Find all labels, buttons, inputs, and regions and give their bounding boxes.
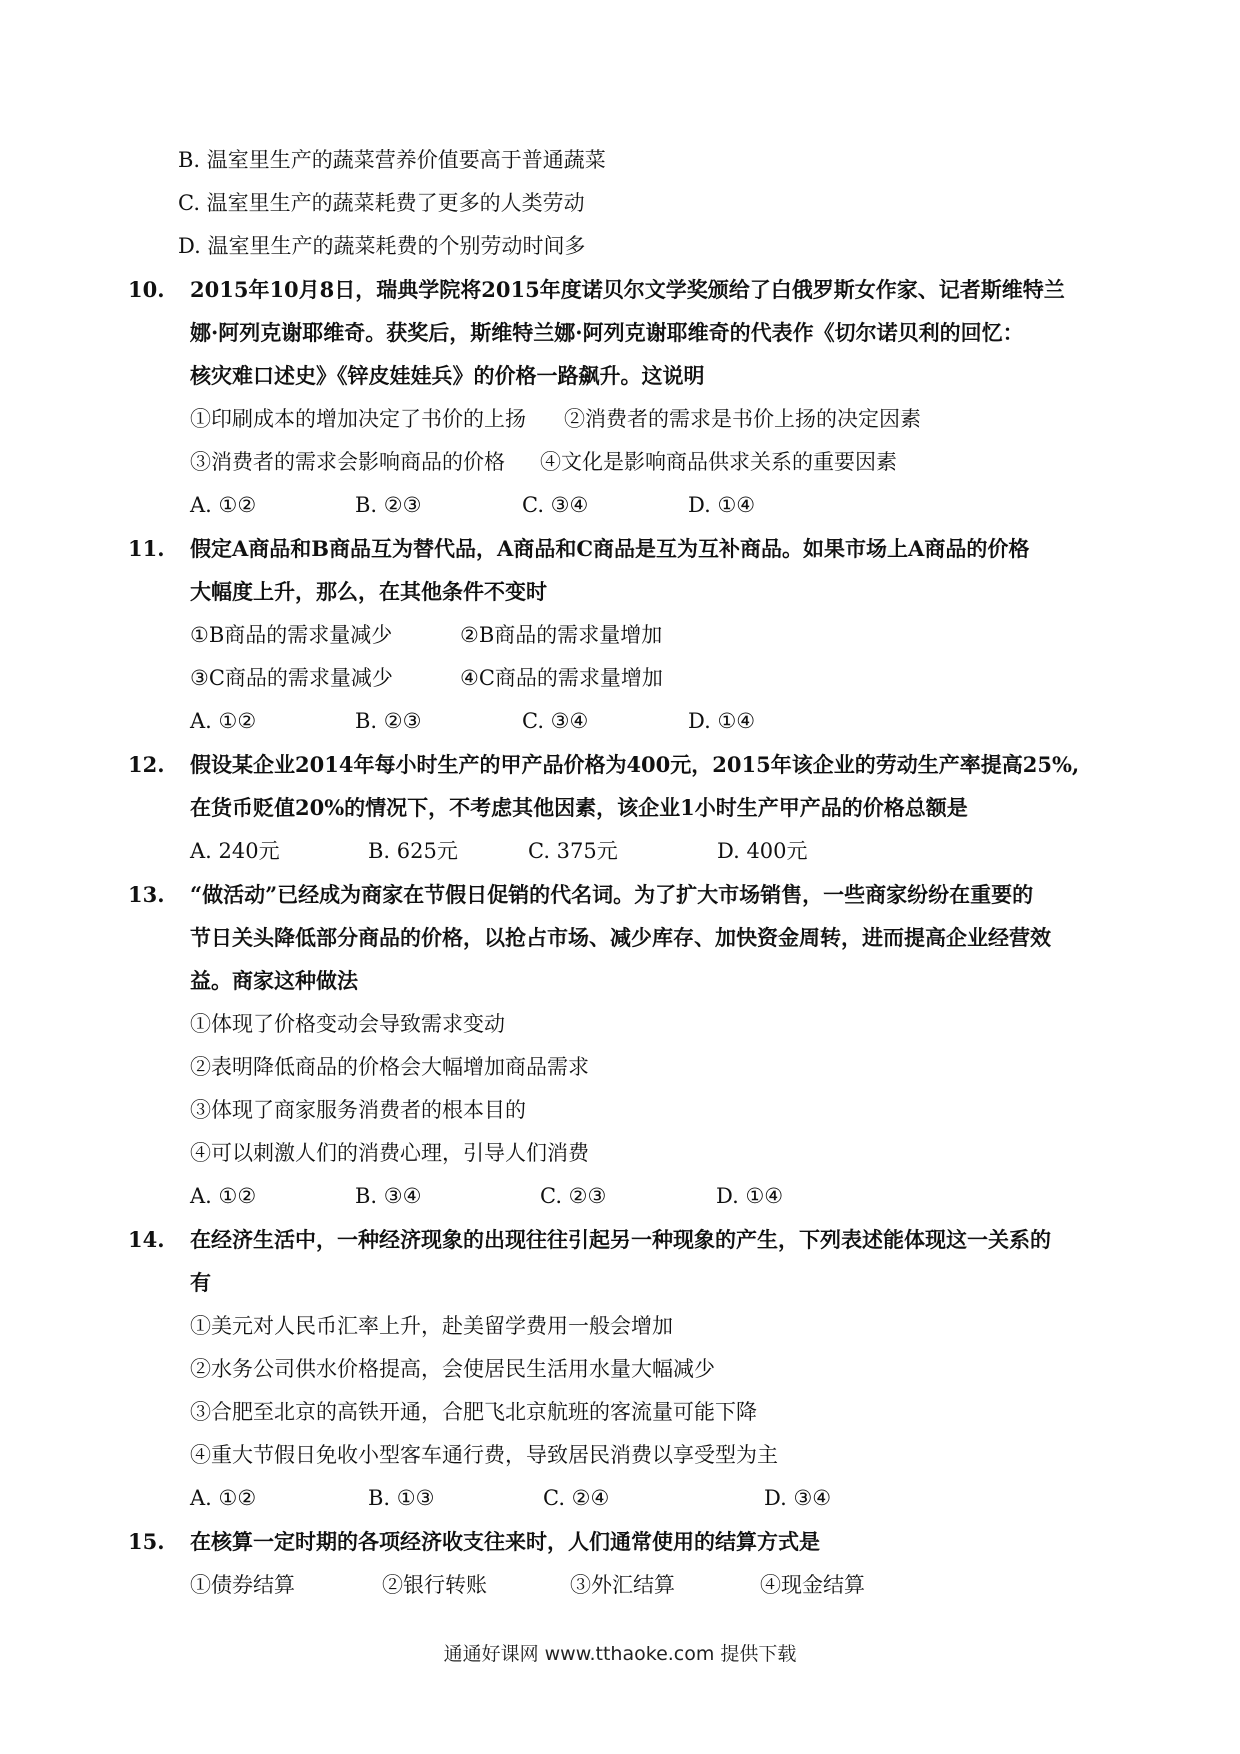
q14-item-2: ②水务公司供水价格提高，会使居民生活用水量大幅减少 [190, 1357, 715, 1381]
q13-stem-line-1: “做活动”已经成为商家在节假日促销的代名词。为了扩大市场销售，一些商家纷纷在重要的 [190, 882, 1034, 907]
q13-answer-d: D. ①④ [716, 1184, 784, 1208]
q15-item-2: ②银行转账 [382, 1573, 487, 1597]
q15-item-4: ④现金结算 [760, 1573, 865, 1597]
q10-answer-b: B. ②③ [355, 493, 422, 517]
q14-item-1: ①美元对人民币汇率上升，赴美留学费用一般会增加 [190, 1314, 673, 1338]
q9-option-c: C. 温室里生产的蔬菜耗费了更多的人类劳动 [178, 191, 585, 215]
q13-stem-line-2: 节日关头降低部分商品的价格，以抢占市场、减少库存、加快资金周转，进而提高企业经营效 [190, 925, 1051, 950]
q14-answer-d: D. ③④ [764, 1486, 832, 1510]
q12-answer-b: B. 625元 [368, 839, 458, 863]
q13-number: 13. [128, 882, 165, 907]
q10-answer-a: A. ①② [190, 493, 257, 517]
q11-answer-c: C. ③④ [522, 709, 589, 733]
q11-stem-line-2: 大幅度上升，那么，在其他条件不变时 [190, 579, 547, 604]
q11-answer-b: B. ②③ [355, 709, 422, 733]
q13-answer-c: C. ②③ [540, 1184, 607, 1208]
q10-item-4: ④文化是影响商品供求关系的重要因素 [540, 450, 897, 474]
q10-item-2: ②消费者的需求是书价上扬的决定因素 [564, 407, 921, 431]
q10-item-3: ③消费者的需求会影响商品的价格 [190, 450, 505, 474]
q14-answer-b: B. ①③ [368, 1486, 435, 1510]
q14-answer-a: A. ①② [190, 1486, 257, 1510]
q11-item-3: ③C商品的需求量减少 [190, 666, 393, 690]
q14-stem-line-1: 在经济生活中，一种经济现象的出现往往引起另一种现象的产生，下列表述能体现这一关系的 [190, 1227, 1051, 1252]
q10-stem-line-1: 2015年10月8日，瑞典学院将2015年度诺贝尔文学奖颁给了白俄罗斯女作家、记者斯维特兰 [190, 277, 1065, 302]
q11-item-1: ①B商品的需求量减少 [190, 623, 393, 647]
q11-item-2: ②B商品的需求量增加 [460, 623, 663, 647]
page-footer: 通通好课网 www.tthaoke.com 提供下载 [443, 1643, 797, 1665]
q14-number: 14. [128, 1227, 165, 1252]
q15-item-3: ③外汇结算 [570, 1573, 675, 1597]
q13-answer-a: A. ①② [190, 1184, 257, 1208]
q14-item-4: ④重大节假日免收小型客车通行费，导致居民消费以享受型为主 [190, 1443, 778, 1467]
q10-answer-d: D. ①④ [688, 493, 756, 517]
q10-answer-c: C. ③④ [522, 493, 589, 517]
q13-item-2: ②表明降低商品的价格会大幅增加商品需求 [190, 1055, 589, 1079]
q13-stem-line-3: 益。商家这种做法 [190, 968, 358, 993]
q12-answer-d: D. 400元 [717, 839, 808, 863]
q11-item-4: ④C商品的需求量增加 [460, 666, 663, 690]
q11-stem-line-1: 假定A商品和B商品互为替代品，A商品和C商品是互为互补商品。如果市场上A商品的价格 [190, 536, 1030, 561]
q14-answer-c: C. ②④ [543, 1486, 610, 1510]
q14-item-3: ③合肥至北京的高铁开通，合肥飞北京航班的客流量可能下降 [190, 1400, 757, 1424]
q9-option-b: B. 温室里生产的蔬菜营养价值要高于普通蔬菜 [178, 148, 606, 172]
q14-stem-line-2: 有 [190, 1270, 211, 1295]
q12-number: 12. [128, 752, 165, 777]
q13-item-4: ④可以刺激人们的消费心理，引导人们消费 [190, 1141, 589, 1165]
q15-stem-line-1: 在核算一定时期的各项经济收支往来时，人们通常使用的结算方式是 [190, 1529, 820, 1554]
q11-answer-a: A. ①② [190, 709, 257, 733]
q12-answer-c: C. 375元 [528, 839, 618, 863]
q10-item-1: ①印刷成本的增加决定了书价的上扬 [190, 407, 526, 431]
q10-stem-line-2: 娜·阿列克谢耶维奇。获奖后，斯维特兰娜·阿列克谢耶维奇的代表作《切尔诺贝利的回忆： [190, 320, 1024, 345]
q12-stem-line-2: 在货币贬值20%的情况下，不考虑其他因素，该企业1小时生产甲产品的价格总额是 [190, 795, 968, 820]
q13-item-1: ①体现了价格变动会导致需求变动 [190, 1012, 505, 1036]
q12-stem-line-1: 假设某企业2014年每小时生产的甲产品价格为400元，2015年该企业的劳动生产率提高25%, [190, 752, 1080, 777]
q15-number: 15. [128, 1529, 165, 1554]
q10-number: 10. [128, 277, 165, 302]
q10-stem-line-3: 核灾难口述史》《锌皮娃娃兵》的价格一路飙升。这说明 [190, 363, 705, 388]
q12-answer-a: A. 240元 [190, 839, 280, 863]
q11-answer-d: D. ①④ [688, 709, 756, 733]
q13-item-3: ③体现了商家服务消费者的根本目的 [190, 1098, 526, 1122]
q9-option-d: D. 温室里生产的蔬菜耗费的个别劳动时间多 [178, 234, 586, 258]
q11-number: 11. [128, 536, 165, 561]
q15-item-1: ①债券结算 [190, 1573, 295, 1597]
q13-answer-b: B. ③④ [355, 1184, 422, 1208]
